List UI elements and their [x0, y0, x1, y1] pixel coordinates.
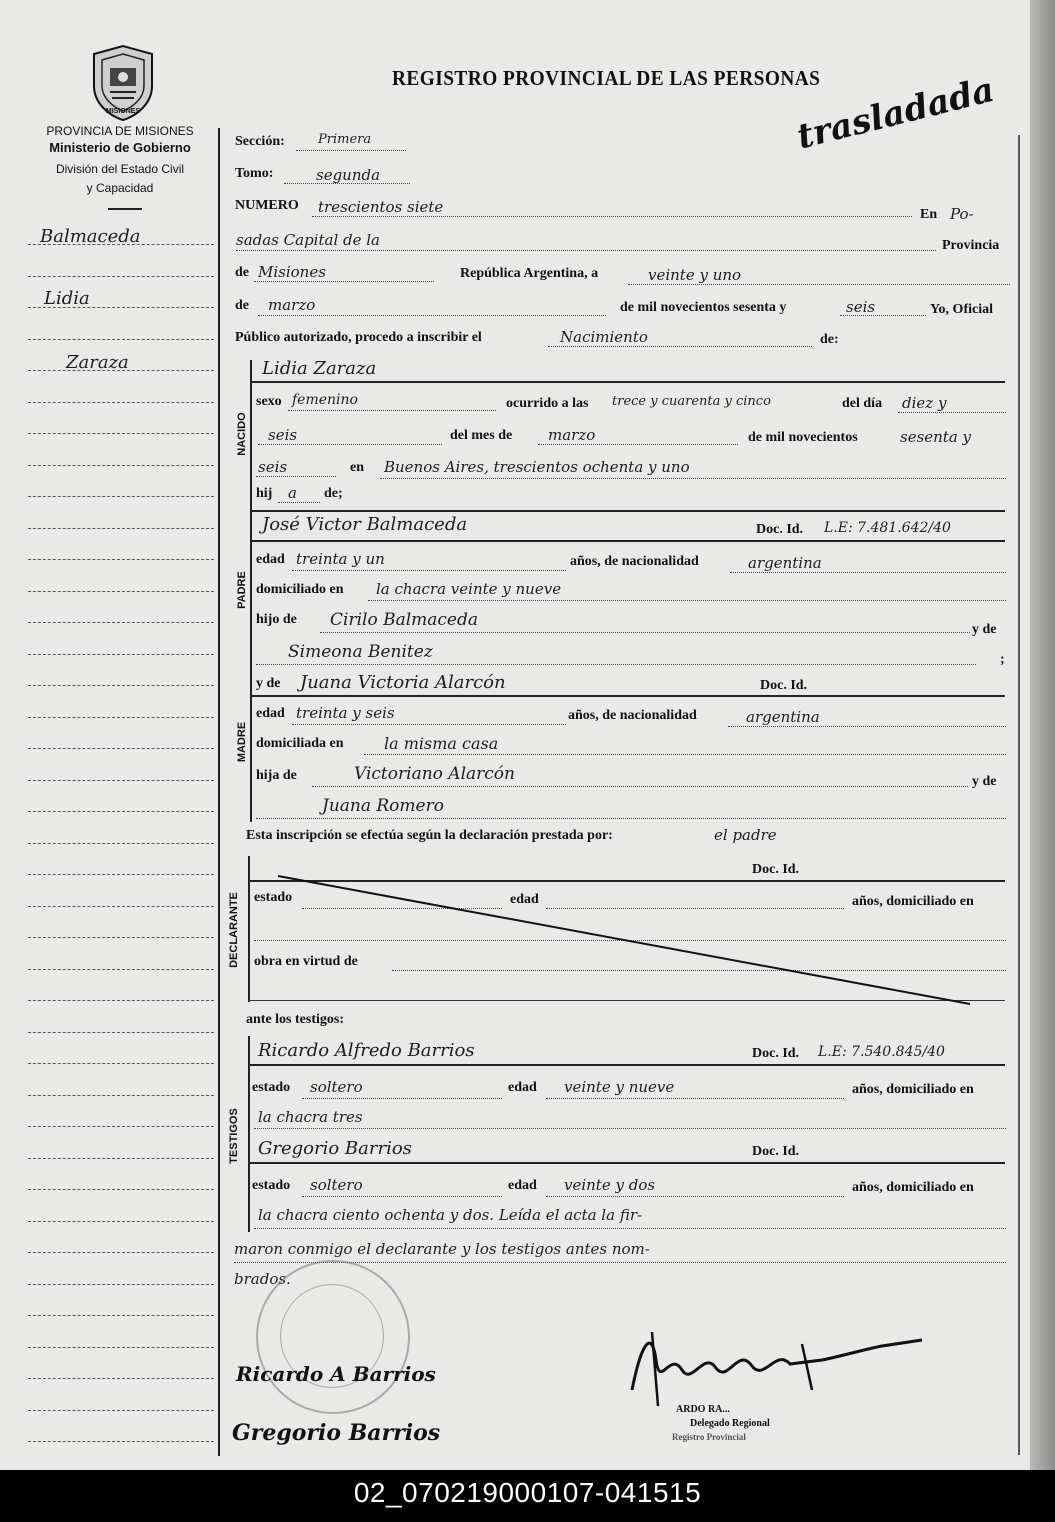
year-label: de mil novecientos sesenta y	[620, 300, 787, 315]
seccion-line	[296, 150, 406, 151]
declarante-estado-label: estado	[254, 890, 293, 905]
nacido-year-label: de mil novecientos	[748, 430, 858, 445]
margin-rule-line	[28, 717, 214, 718]
numero-value: trescientos siete	[318, 198, 444, 216]
margin-rule-line	[28, 1221, 214, 1222]
margin-rule-line	[28, 276, 214, 277]
witness2-estado-line	[302, 1196, 502, 1197]
margin-rule-line	[28, 811, 214, 812]
margin-rule-line	[28, 1284, 214, 1285]
witness1-estado-label: estado	[252, 1080, 291, 1095]
birth-place-value: Buenos Aires, trescientos ochenta y uno	[384, 458, 690, 476]
division-header: División del Estado Civil	[55, 162, 185, 176]
province-header: PROVINCIA DE MISIONES	[46, 124, 194, 138]
paternal-grandfather: Cirilo Balmaceda	[330, 610, 479, 630]
padre-doc-label: Doc. Id.	[756, 522, 804, 537]
margin-rule-line	[28, 402, 214, 403]
padre-mother-line	[256, 664, 976, 665]
day2-line	[258, 444, 442, 445]
declarante-edad-label: edad	[510, 892, 539, 907]
nacido-year-value-2: seis	[258, 458, 288, 476]
official-name: ARDO RA...	[676, 1404, 730, 1415]
madre-name-rule	[250, 695, 1005, 697]
official-subtitle: Registro Provincial	[672, 1432, 746, 1442]
act-value: Nacimiento	[560, 328, 648, 346]
witness1-estado-value: soltero	[310, 1078, 363, 1096]
testigos-intro: ante los testigos:	[246, 1012, 344, 1027]
witness2-anos-label: años, domiciliado en	[852, 1180, 974, 1195]
margin-surname: Balmaceda	[40, 226, 141, 247]
padre-divider	[250, 510, 252, 670]
padre-nac-value: argentina	[748, 554, 822, 572]
witness1-name-rule	[248, 1064, 1005, 1066]
padre-dom-line	[368, 600, 1006, 601]
witness2-edad-value: veinte y dos	[564, 1176, 656, 1194]
mes-label: del mes de	[450, 428, 513, 443]
margin-rule-line	[28, 1032, 214, 1033]
transferred-annotation: trasladada	[793, 69, 999, 158]
padre-yde-label: y de	[972, 622, 997, 637]
madre-nac-value: argentina	[746, 708, 820, 726]
witness1-dom-value: la chacra tres	[258, 1108, 363, 1126]
tomo-label: Tomo:	[235, 166, 274, 181]
witness1-doc-value: L.E: 7.540.845/40	[818, 1044, 945, 1060]
witness1-dom-line	[254, 1128, 1006, 1129]
margin-rule-line	[28, 1347, 214, 1348]
margin-rule-line	[28, 969, 214, 970]
seal-text: MISIONES	[105, 108, 141, 115]
year-line	[840, 315, 926, 316]
tomo-value: segunda	[316, 166, 381, 184]
witness1-edad-value: veinte y nueve	[564, 1078, 675, 1096]
padre-edad-line	[292, 570, 566, 571]
madre-edad-label: edad	[256, 706, 285, 721]
margin-given-name: Lidia	[44, 288, 90, 309]
margin-rule-line	[28, 685, 214, 686]
year-value: seis	[846, 298, 876, 316]
maternal-grandfather: Victoriano Alarcón	[354, 764, 515, 784]
sexo-label: sexo	[256, 394, 282, 409]
header-underline	[108, 208, 142, 210]
padre-doc-value: L.E: 7.481.642/40	[824, 520, 951, 536]
padre-edad-value: treinta y un	[296, 550, 385, 568]
testigos-tag: TESTIGOS	[228, 1108, 240, 1164]
witness1-name: Ricardo Alfredo Barrios	[258, 1040, 475, 1061]
madre-dom-value: la misma casa	[384, 734, 499, 753]
nacido-bottom-rule	[250, 510, 1005, 512]
right-column-divider	[1018, 135, 1020, 1455]
margin-mother-surname: Zaraza	[66, 352, 129, 373]
padre-dom-label: domiciliado en	[256, 582, 344, 597]
padre-name-rule	[250, 540, 1005, 542]
witness1-signature: Ricardo A Barrios	[236, 1362, 436, 1386]
madre-divider	[250, 670, 252, 822]
madre-nac-label: años, de nacionalidad	[568, 708, 697, 723]
madre-tag: MADRE	[236, 721, 248, 763]
dia-line	[898, 412, 1006, 413]
madre-doc-label: Doc. Id.	[760, 678, 808, 693]
witness2-name-rule	[248, 1162, 1005, 1164]
seccion-value: Primera	[318, 132, 372, 147]
madre-edad-value: treinta y seis	[296, 704, 395, 722]
witness2-name: Gregorio Barrios	[258, 1138, 412, 1159]
witness1-anos-label: años, domiciliado en	[852, 1082, 974, 1097]
margin-rule-line	[28, 654, 214, 655]
witness1-edad-line	[546, 1098, 844, 1099]
hij-line	[278, 502, 320, 503]
madre-edad-line	[292, 724, 566, 725]
nacido-top-rule	[250, 381, 1005, 383]
nacido-year-value: sesenta y	[900, 428, 972, 446]
margin-rule-line	[28, 1063, 214, 1064]
margin-rule-line	[28, 591, 214, 592]
scan-caption: 02_070219000107-041515	[0, 1470, 1055, 1522]
de-label: de	[235, 265, 249, 280]
witness2-estado-label: estado	[252, 1178, 291, 1193]
hij-label: hij	[256, 486, 273, 501]
padre-nac-label: años, de nacionalidad	[570, 554, 699, 569]
province-value: Misiones	[258, 263, 326, 281]
witness2-dom-value: la chacra ciento ochenta y dos. Leída el acta la fir-	[258, 1206, 643, 1224]
margin-rule-line	[28, 528, 214, 529]
mother-name: Juana Victoria Alarcón	[300, 672, 506, 693]
declarante-strike-line	[248, 872, 978, 1008]
margin-rule-line	[28, 1126, 214, 1127]
margin-rule-line	[28, 937, 214, 938]
margin-rule-line	[28, 465, 214, 466]
madre-yde-label: y de	[256, 676, 281, 691]
witness1-edad-label: edad	[508, 1080, 537, 1095]
maternal-grandmother: Juana Romero	[322, 796, 444, 816]
month-line	[258, 315, 606, 316]
en-label: En	[920, 207, 938, 222]
official-signature-icon	[612, 1320, 932, 1410]
hour-value: trece y cuarenta y cinco	[612, 394, 771, 409]
closing-line-1: maron conmigo el declarante y los testigos antes nom-	[234, 1240, 650, 1258]
margin-rule-line	[28, 433, 214, 434]
padre-hijo-line	[320, 632, 970, 633]
nacido-tag: NACIDO	[236, 412, 248, 456]
oficial-label: Yo, Oficial	[930, 302, 993, 317]
en-value: Po-	[950, 205, 974, 223]
margin-rule-line	[28, 1378, 214, 1379]
margin-rule-line	[28, 780, 214, 781]
sexo-line	[288, 410, 496, 411]
madre-dom-label: domiciliada en	[256, 736, 344, 751]
page-edge-shadow	[1030, 0, 1055, 1470]
father-name: José Victor Balmaceda	[262, 514, 468, 535]
official-title: Delegado Regional	[690, 1418, 770, 1429]
margin-rule-line	[28, 1095, 214, 1096]
declarante-anos-label: años, domiciliado en	[852, 894, 974, 909]
witness2-edad-line	[546, 1196, 844, 1197]
nacido-name: Lidia Zaraza	[262, 358, 377, 379]
witness2-edad-label: edad	[508, 1178, 537, 1193]
madre-hija-label: hija de	[256, 768, 297, 783]
witness2-estado-value: soltero	[310, 1176, 363, 1194]
madre-yde2-label: y de	[972, 774, 997, 789]
provincia-label: Provincia	[942, 238, 1000, 253]
de3-label: de:	[820, 332, 839, 347]
margin-rule-line	[28, 1441, 214, 1442]
ministry-header: Ministerio de Gobierno	[49, 140, 191, 155]
republica-label: República Argentina, a	[460, 266, 599, 281]
margin-rule-line	[28, 843, 214, 844]
margin-rule-line	[28, 496, 214, 497]
margin-rule-line	[28, 874, 214, 875]
paternal-grandmother: Simeona Benitez	[288, 642, 433, 662]
madre-hija-line	[312, 786, 968, 787]
publico-label: Público autorizado, procedo a inscribir el	[235, 330, 482, 345]
act-line	[548, 346, 812, 347]
de2-label: de	[235, 298, 249, 313]
witness2-signature: Gregorio Barrios	[232, 1420, 441, 1446]
city-value: sadas Capital de la	[236, 231, 380, 249]
margin-rule-line	[28, 748, 214, 749]
sexo-value: femenino	[292, 392, 358, 408]
ocurrido-label: ocurrido a las	[506, 396, 589, 411]
margin-rule-line	[28, 559, 214, 560]
witness2-doc-label: Doc. Id.	[752, 1144, 800, 1159]
province-line	[254, 281, 434, 282]
month-value: marzo	[268, 296, 316, 314]
margin-rule-line	[28, 1410, 214, 1411]
margin-rule-line	[28, 1158, 214, 1159]
dia-label: del día	[842, 396, 883, 411]
margin-rule-line	[28, 1252, 214, 1253]
margin-rule-line	[28, 1000, 214, 1001]
witness1-doc-label: Doc. Id.	[752, 1046, 800, 1061]
closing-line-2: brados.	[234, 1270, 291, 1288]
numero-label: NUMERO	[235, 198, 299, 213]
mes-line	[538, 444, 738, 445]
padre-nac-line	[730, 572, 1006, 573]
obra-label: obra en virtud de	[254, 954, 358, 969]
margin-rule-line	[28, 906, 214, 907]
numero-line	[312, 216, 912, 217]
madre-nac-line	[728, 726, 1006, 727]
seccion-label: Sección:	[235, 134, 285, 149]
declaracion-label: Esta inscripción se efectúa según la declaración prestada por:	[246, 828, 613, 843]
nacido-en-label: en	[350, 460, 364, 475]
page-title: REGISTRO PROVINCIAL DE LAS PERSONAS	[392, 66, 821, 90]
place-line	[380, 478, 1006, 479]
day-value: veinte y uno	[648, 266, 742, 284]
padre-edad-label: edad	[256, 552, 285, 567]
margin-rule-line	[28, 1315, 214, 1316]
nacido-day-value: diez y	[902, 394, 947, 412]
padre-hijo-label: hijo de	[256, 612, 297, 627]
declarante-tag: DECLARANTE	[228, 892, 240, 968]
declaracion-value: el padre	[714, 826, 777, 844]
year2-line	[256, 476, 336, 477]
left-column-divider	[218, 128, 220, 1456]
nacido-month-value: marzo	[548, 426, 596, 444]
margin-rule-line	[28, 1189, 214, 1190]
hij-value: a	[288, 484, 297, 502]
padre-semicolon: ;	[1000, 652, 1005, 667]
day-line	[628, 284, 1010, 285]
nacido-day-value-2: seis	[268, 426, 298, 444]
madre-dom-line	[364, 754, 1006, 755]
madre-mother-line	[256, 818, 1006, 819]
margin-rule-line	[28, 622, 214, 623]
padre-dom-value: la chacra veinte y nueve	[376, 580, 562, 598]
declarante-doc-label: Doc. Id.	[752, 862, 800, 877]
nacido-de-label: de;	[324, 486, 343, 501]
city-line	[236, 250, 936, 251]
tomo-line	[284, 183, 410, 184]
witness2-dom-line	[254, 1228, 1006, 1229]
witness1-estado-line	[302, 1098, 502, 1099]
padre-tag: PADRE	[236, 571, 248, 609]
margin-rule-line	[28, 339, 214, 340]
division-header-2: y Capacidad	[86, 181, 154, 195]
